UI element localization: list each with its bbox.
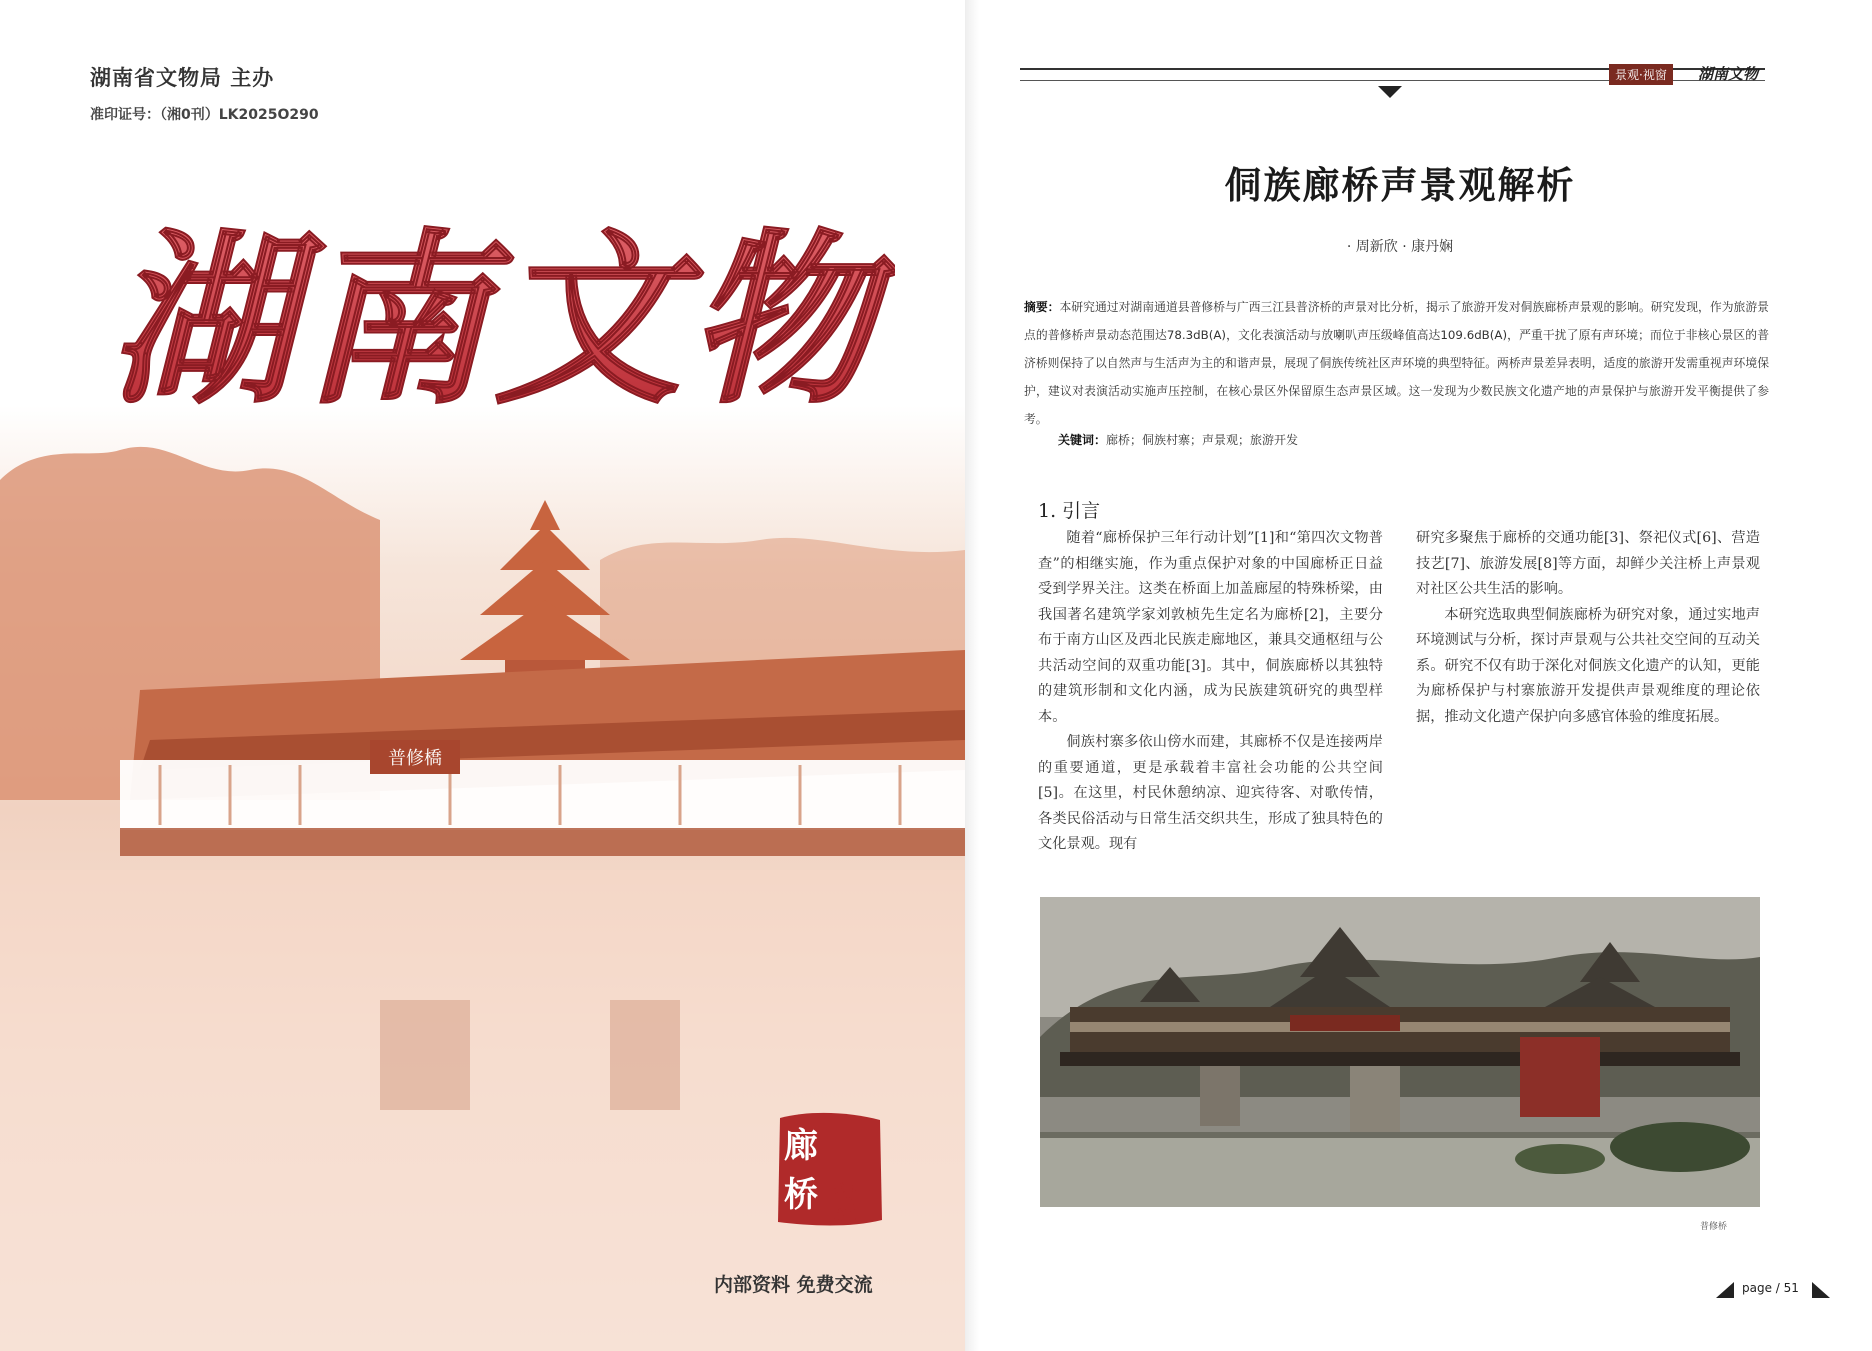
body-paragraph: 侗族村寨多依山傍水而建，其廊桥不仅是连接两岸的重要通道，更是承载着丰富社会功能的公共空间[5]。在这里，村民休憩纳凉、迎宾待客、对歌传情，各类民俗活动与日常生活交织共生，形成了独具特色的文化景观。现有 <box>1038 734 1383 852</box>
permit-number: 准印证号：（湘0刊）LK2025O290 <box>90 107 319 123</box>
page-number: page / 51 <box>1742 1281 1799 1295</box>
internal-use-note: 内部资料 免费交流 <box>714 1274 873 1296</box>
masthead-calligraphy <box>95 200 895 440</box>
header-triangle-icon <box>1378 86 1402 98</box>
keywords-label: 关键词： <box>1058 433 1107 447</box>
bridge-photo <box>1040 897 1760 1207</box>
page-triangle-left-icon <box>1716 1282 1734 1298</box>
page-triangle-right-icon <box>1812 1282 1830 1298</box>
section-heading: 1. 引言 <box>1038 500 1101 522</box>
masthead-title: 湖南文物 <box>109 211 881 429</box>
body-paragraph: 本研究选取典型侗族廊桥为研究对象，通过实地声环境测试与分析，探讨声景观与公共社交空间的互动关系。研究不仅有助于深化对侗族文化遗产的认知，更能为廊桥保护与村寨旅游开发提供声景观维度的理论依据，推动文化遗产保护向多感官体验的维度拓展。 <box>1416 606 1760 725</box>
section-tag: 景观·视窗 <box>1609 64 1673 85</box>
abstract-text: 本研究通过对湖南通道县普修桥与广西三江县普济桥的声景对比分析，揭示了旅游开发对侗族廊桥声景观的影响。研究发现，作为旅游景点的普修桥声景动态范围达78.3dB(A)，文化表演活动与放喇叭声压级峰值高达109.6dB(A)，严重干扰了原有声环境；而位于非核心景区的普济桥则保持了以自然声与生活声为主的和谐声景，展现了侗族传统社区声环境的典型特征。两桥声景差异表明，适度的旅游开发需重视声环境保护，建议对表演活动实施声压控制，在核心景区外保留原生态声景区域。这一发现为少数民族文化遗产地的声景保护与旅游开发平衡提供了参考。 <box>1024 300 1769 426</box>
seal-char-2: 桥 <box>784 1175 818 1215</box>
article-page <box>1000 0 1872 1351</box>
photo-caption: 普修桥 <box>1700 1222 1728 1232</box>
body-column-left <box>1038 526 1383 858</box>
body-paragraph: 随着“廊桥保护三年行动计划”[1]和“第四次文物普查”的相继实施，作为重点保护对象的中国廊桥正日益受到学界关注。这类在桥面上加盖廊屋的特殊桥梁，由我国著名建筑学家刘敦桢先生定名为廊桥[2]，主要分布于南方山区及西北民族走廊地区，兼具交通枢纽与公共活动空间的双重功能[3]。其中，侗族廊桥以其独特的建筑形制和文化内涵，成为民族建筑研究的典型样本。 <box>1038 530 1383 725</box>
bridge-plaque: 普修橋 <box>388 748 442 769</box>
abstract-label: 摘要： <box>1024 300 1060 314</box>
keywords <box>1058 431 1758 448</box>
article-title: 侗族廊桥声景观解析 <box>1224 164 1576 207</box>
abstract <box>1024 293 1769 433</box>
seal-char-1: 廊 <box>784 1126 818 1166</box>
page-spine <box>965 0 1000 1351</box>
body-paragraph-continued: 研究多聚焦于廊桥的交通功能[3]、祭祀仪式[6]、营造技艺[7]、旅游发展[8]等方面，却鲜少关注桥上声景观对社区公共生活的影响。 <box>1416 530 1760 597</box>
running-journal-name: 湖南文物 <box>1698 65 1759 83</box>
keywords-text: 廊桥；侗族村寨；声景观；旅游开发 <box>1106 433 1299 447</box>
article-authors: · 周新欣 · 康丹娴 <box>1346 239 1454 255</box>
publisher-line: 湖南省文物局 主办 <box>90 66 275 90</box>
body-column-right <box>1416 526 1760 730</box>
special-issue-label: 特辑 <box>834 1179 857 1228</box>
